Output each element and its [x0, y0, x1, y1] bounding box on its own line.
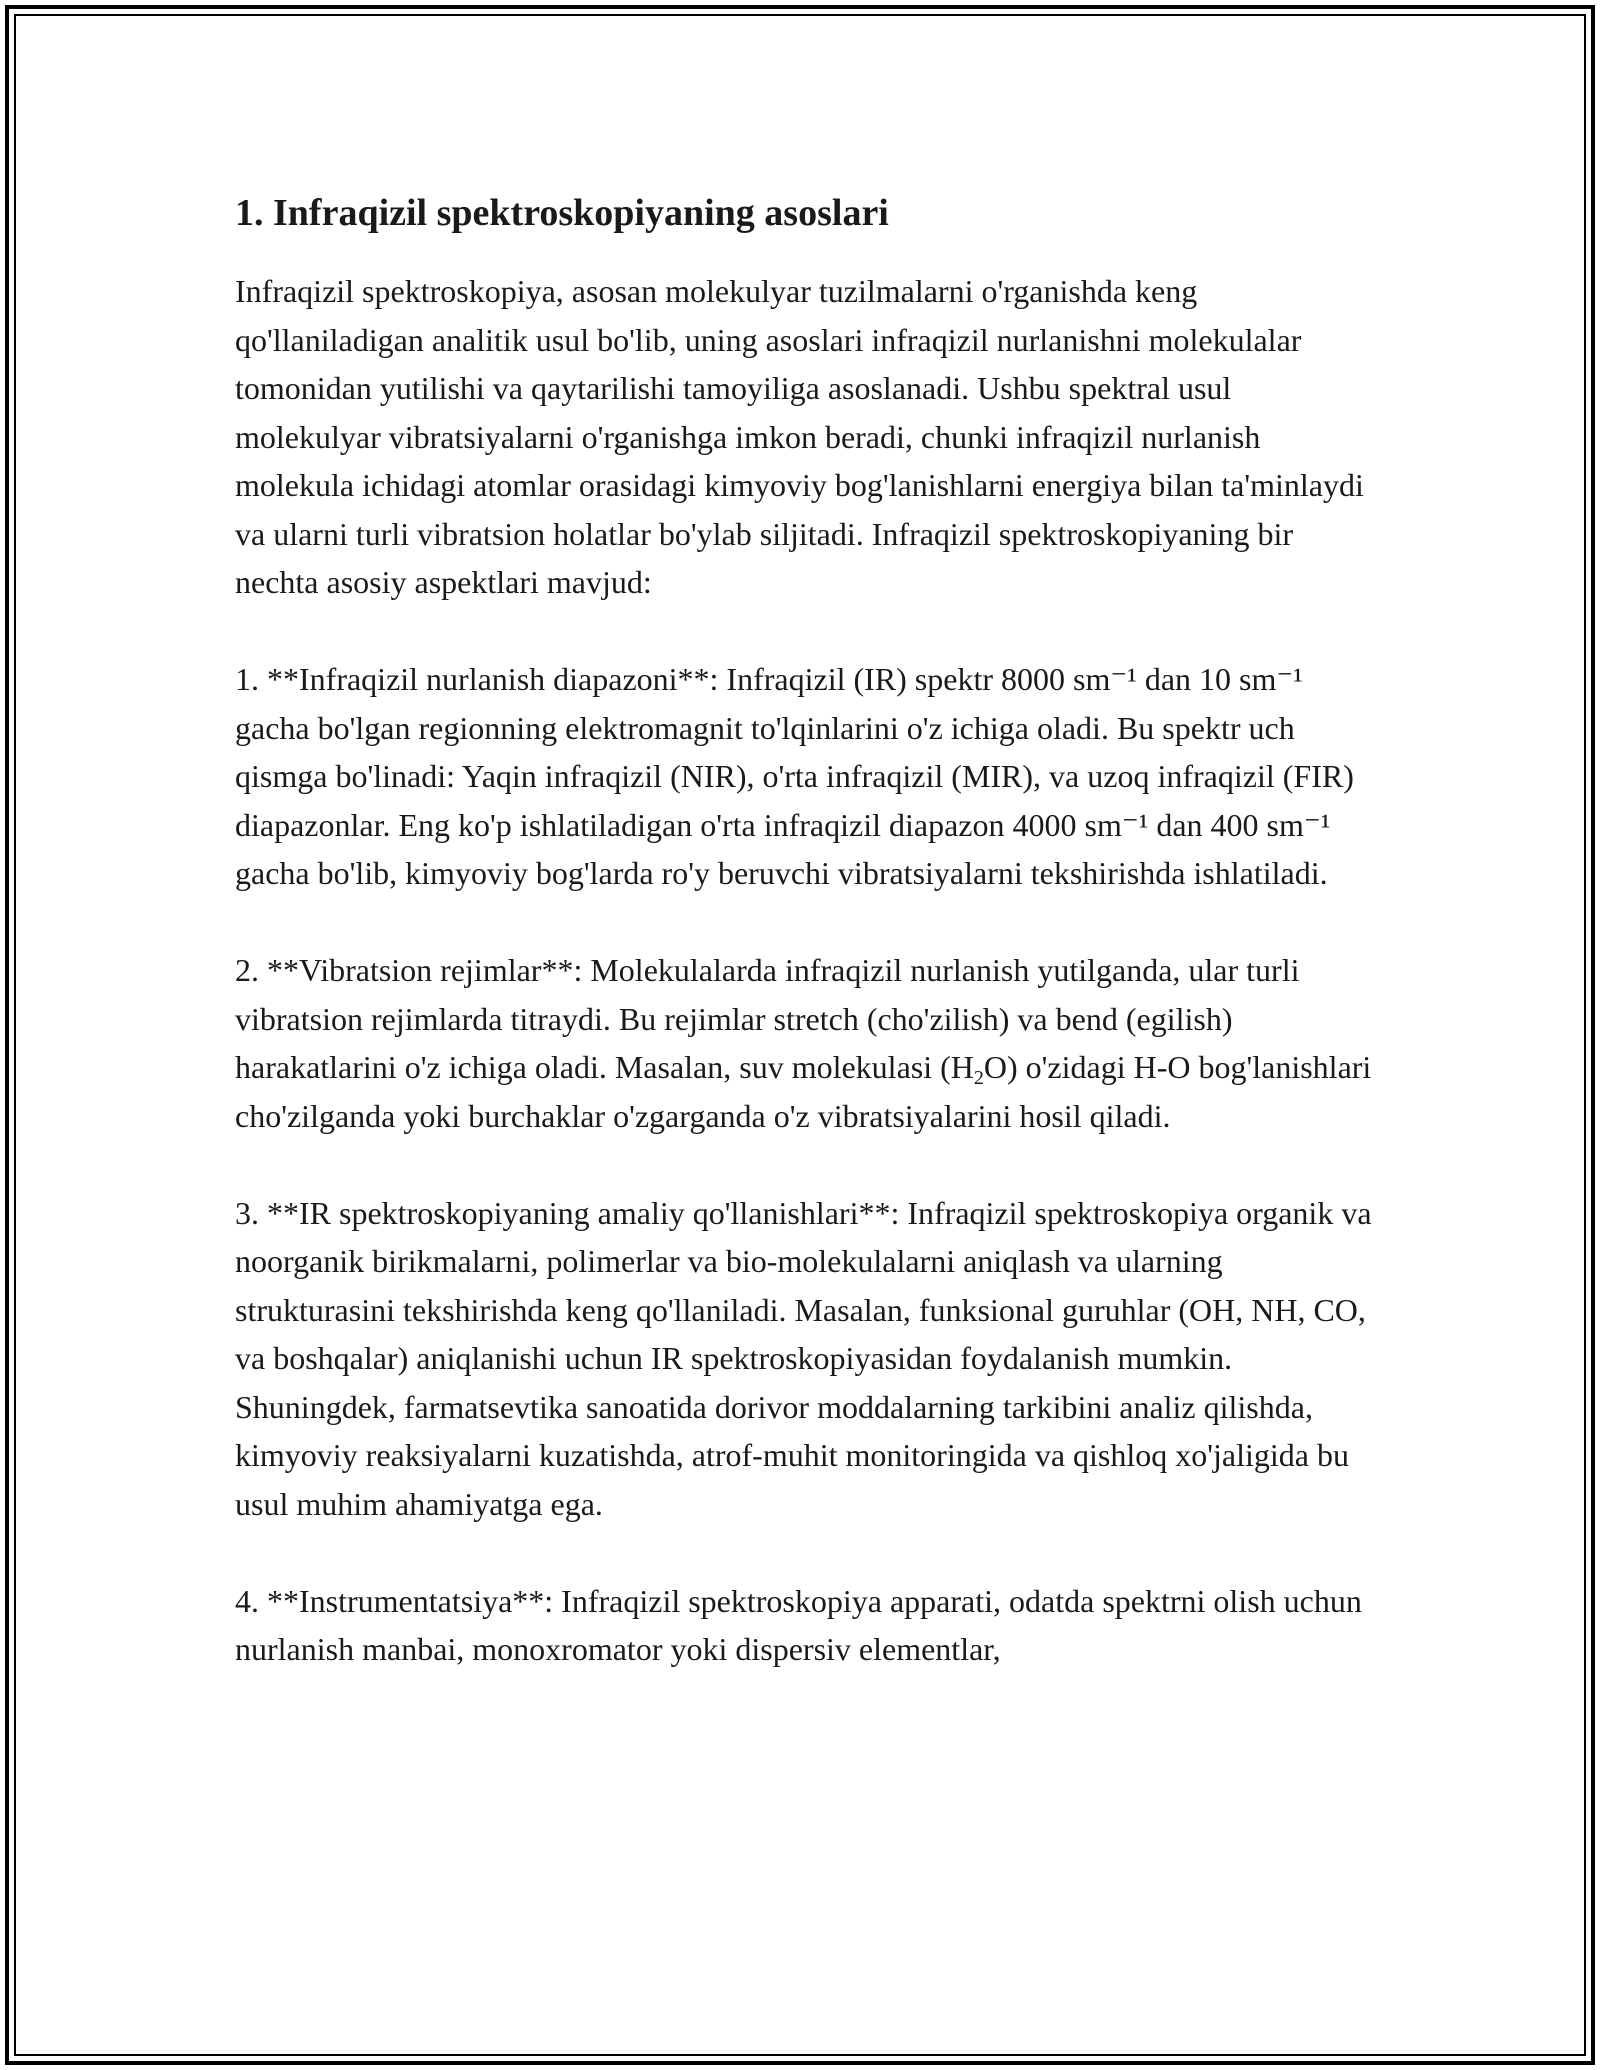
section-heading: 1. Infraqizil spektroskopiyaning asoslari: [235, 192, 889, 234]
list-item-3: 3. **IR spektroskopiyaning amaliy qo'llanishlari**: Infraqizil spektroskopiya organik va noorganik birikmalarni, polimerlar va bio-molekulalarni aniqlash va ularning strukturasini tekshirishda keng qo'llaniladi. Masalan, funksional guruhlar (OH, NH, CO, va boshqalar) aniqlanishi uchun IR spektroskopiyasidan foydalanish mumkin. Shuningdek, farmatsevtika sanoatida dorivor moddalarning tarkibini analiz qilishda, kimyoviy reaksiyalarni kuzatishda, atrof-muhit monitoringida va qishloq xo'jaligida bu usul muhim ahamiyatga ega.: [235, 1194, 1372, 1522]
list-item-4: 4. **Instrumentatsiya**: Infraqizil spektroskopiya apparati, odatda spektrni olish uchun nurlanish manbai, monoxromator yoki dispersiv elementlar,: [235, 1582, 1362, 1667]
subscript-2: 2: [973, 1067, 984, 1089]
list-item-2-text-a: 2. **Vibratsion rejimlar**: Molekulalarda infraqizil nurlanish yutilganda, ular turli vibratsion rejimlarda titraydi. Bu rejimlar stretch (cho'zilish) va bend (egilish) harakatlarini o'z ichiga oladi. Masalan, suv molekulasi (H: [235, 952, 1300, 1085]
document-body: [235, 185, 1375, 1722]
intro-paragraph: Infraqizil spektroskopiya, asosan molekulyar tuzilmalarni o'rganishda keng qo'llaniladigan analitik usul bo'lib, uning asoslari infraqizil nurlanishni molekulalar tomonidan yutilishi va qaytarilishi tamoyiliga asoslanadi. Ushbu spektral usul molekulyar vibratsiyalarni o'rganishga imkon beradi, chunki infraqizil nurlanish molekula ichidagi atomlar orasidagi kimyoviy bog'lanishlarni energiya bilan ta'minlaydi va ularni turli vibratsion holatlar bo'ylab siljitadi. Infraqizil spektroskopiyaning bir nechta asosiy aspektlari mavjud:: [235, 273, 1364, 600]
list-item-2: [235, 946, 1375, 1140]
list-item-1: 1. **Infraqizil nurlanish diapazoni**: Infraqizil (IR) spektr 8000 sm⁻¹ dan 10 sm⁻¹ gacha bo'lgan regionning elektromagnit to'lqinlarini o'z ichiga oladi. Bu spektr uch qismga bo'linadi: Yaqin infraqizil (NIR), o'rta infraqizil (MIR), va uzoq infraqizil (FIR) diapazonlar. Eng ko'p ishlatiladigan o'rta infraqizil diapazon 4000 sm⁻¹ dan 400 sm⁻¹ gacha bo'lib, kimyoviy bog'larda ro'y beruvchi vibratsiyalarni tekshirishda ishlatiladi.: [235, 661, 1354, 891]
list-item-2-text-b: O) o'zidagi H-O bog'lanishlari cho'zilganda yoki burchaklar o'zgarganda o'z vibratsiyalarini hosil qiladi.: [235, 1049, 1372, 1134]
